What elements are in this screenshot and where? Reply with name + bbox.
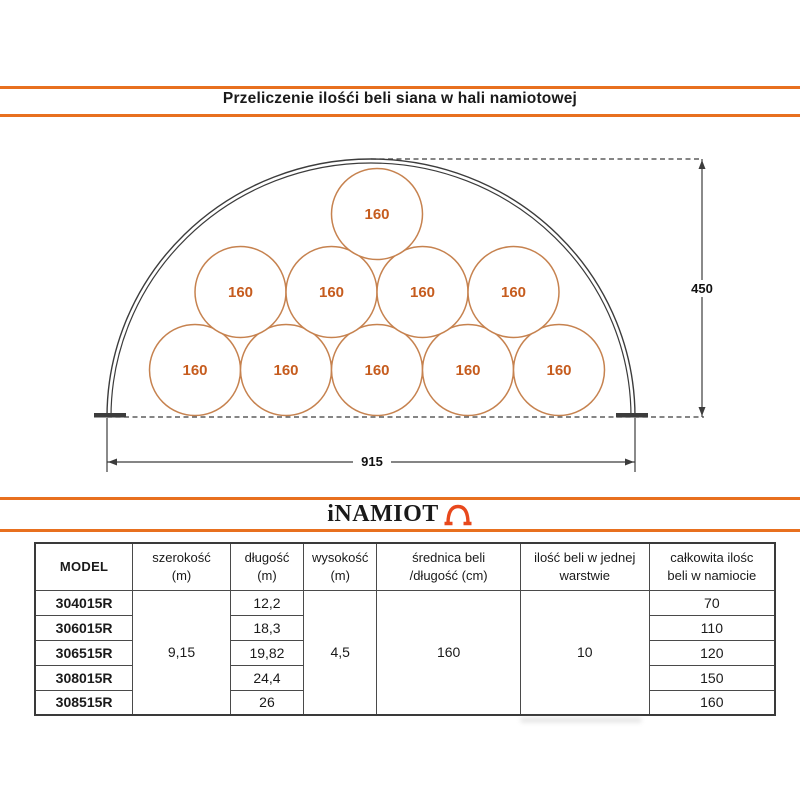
bale-diameter-label: 160 <box>500 284 527 301</box>
bale-diameter-label: 160 <box>227 284 254 301</box>
tent-diagram <box>0 130 800 490</box>
bale-diameter-label: 160 <box>182 362 208 379</box>
header-calkowita: całkowita ilośc beli w namiocie <box>649 543 775 590</box>
height-dimension-label: 450 <box>691 281 713 296</box>
bale-diameter-label: 160 <box>455 362 481 379</box>
brand-name: iNAMIOT <box>327 501 439 527</box>
cell-dlugosc: 18,3 <box>230 615 303 640</box>
cell-dlugosc: 12,2 <box>230 590 303 615</box>
divider-line <box>0 86 800 89</box>
divider-line <box>0 114 800 117</box>
table-header-row <box>35 543 775 590</box>
header-ilosc-warstwa: ilość beli w jednej warstwie <box>520 543 649 590</box>
cell-model: 308015R <box>35 665 133 690</box>
cell-model: 308515R <box>35 690 133 715</box>
arrowhead-left-icon <box>108 459 117 466</box>
divider-line <box>0 497 800 500</box>
tent-diagram-svg <box>0 130 800 490</box>
cell-srednica-shared: 160 <box>377 590 521 715</box>
cell-ilosc-warstwa-shared: 10 <box>520 590 649 715</box>
cell-dlugosc: 26 <box>230 690 303 715</box>
cell-total: 70 <box>649 590 775 615</box>
bale-diameter-label: 160 <box>273 362 299 379</box>
cell-wysokosc-shared: 4,5 <box>304 590 377 715</box>
cell-model: 306515R <box>35 640 133 665</box>
header-dlugosc: długość (m) <box>230 543 303 590</box>
tent-left-foot <box>94 413 126 418</box>
arrowhead-down-icon <box>699 407 706 416</box>
bale-diameter-label: 160 <box>546 362 572 379</box>
cell-dlugosc: 24,4 <box>230 665 303 690</box>
arrowhead-up-icon <box>699 160 706 169</box>
page-title: Przeliczenie ilośći beli siana w hali namiotowej <box>222 90 578 107</box>
bale-diameter-label: 160 <box>318 284 345 301</box>
header-model: MODEL <box>35 543 133 590</box>
arrowhead-right-icon <box>625 459 634 466</box>
cell-szerokosc-shared: 9,15 <box>133 590 231 715</box>
cell-model: 304015R <box>35 590 133 615</box>
bale-diameter-label: 160 <box>364 362 390 379</box>
brand-logo <box>0 502 800 528</box>
table-row <box>35 590 775 615</box>
header-wysokosc: wysokość (m) <box>304 543 377 590</box>
width-dimension-label: 915 <box>361 454 383 469</box>
bale-diameter-label: 160 <box>364 206 390 223</box>
bale-diameter-label: 160 <box>409 284 436 301</box>
header-szerokosc: szerokość (m) <box>133 543 231 590</box>
cell-model: 306015R <box>35 615 133 640</box>
cell-total: 160 <box>649 690 775 715</box>
header-srednica: średnica beli /długość (cm) <box>377 543 521 590</box>
tent-arch-icon <box>443 502 473 528</box>
tent-right-foot <box>616 413 648 418</box>
cell-dlugosc: 19,82 <box>230 640 303 665</box>
cell-total: 150 <box>649 665 775 690</box>
divider-line <box>0 529 800 532</box>
cell-total: 120 <box>649 640 775 665</box>
cell-total: 110 <box>649 615 775 640</box>
spec-table <box>34 542 776 716</box>
faint-watermark-remnant <box>520 717 642 723</box>
